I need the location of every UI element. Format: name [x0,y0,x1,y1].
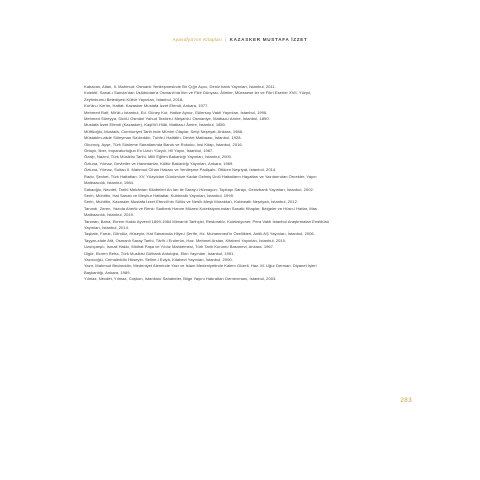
bibliography-entry: Müstakîm-zâde Süleyman Sa'deddin, Tuhfe-i Hattâtîn, Devlet Matbaası, İstanbul, 1928. [84,135,242,141]
bibliography-entry: Öztuna, Yılmaz, Devletler ve Hanedanlar, Kültür Bakanlığı Yayınları, Ankara, 1969. [84,160,234,166]
bibliography-entry: Tanındı, Zeren, Yazıda Aherik ve Renk: Sadberk Hanım Müzesi Koleksiyonundan Sanatlı Kitaplar, Belgeler ve Hüsn-i Hatlar, Mas [84,205,317,211]
bibliography-entry: Yazıcıoğlu, Cemaleddin Hüseyin, Seline-i Evlyâ, Kitabevi Yayınları, İstanbul, 2000. [84,256,233,262]
bibliography-entry: Okurnuş, Ayşe, Türk Süsleme Sanatlarında Barok ve Rokoko, İnsi Kitap, İstanbul, 2016. [84,141,243,147]
bibliography-entry: Matbaacılık, İstanbul, 1984. [84,180,135,186]
bibliography-entry: Kolektif, Sanat-ı Samân'dan Üslûbûdan'a Osmanlı'da İlim ve Fikir Dünyası, Âlimler, Müessese ler ve Fikrî Eserler XVII. Yüzyıl, [84,90,312,96]
running-header [0,37,480,42]
bibliography-entry: Öztuna, Yılmaz, Sultan II. Mahmud Cihan Hakanı ve Yenileşme Padişahı, Ötüken Neşriyat, İstanbul, 2014. [84,167,277,173]
header-book-title: Ayasofya'nın Kitapları [172,37,223,42]
bibliography-entry: Uzunçarşılı, İsmail Hakkı, Midhat Paşa ve Yıldız Mahkemesi, Türk Tarih Kurumu Basımevi, Ankara, 1967. [84,244,275,250]
bibliography-entry: Özalp, Nazmi, Türk Mûsikîsi Tarihi, Millî Eğitim Bakanlığı Yayınları, İstanbul, 2000. [84,154,233,160]
bibliography-entry: Mehmed Raif, Mir'ât-ı İstanbul, Ed. Güney Kut, Hatice Aynur, Gülersoy Vakfı Yayınları, İstanbul, 1996. [84,109,268,115]
bibliography-entry: Tayyar-zâde Atâ, Osmanlı Saray Tarihi, Târîh-i Enderûn, Haz. Mehmet Arslan, Kitabevi Yayınları, İstanbul, 2010. [84,237,287,243]
bibliography-entry: Kur'ân-ı Kerîm, Hattat: Kazasker Mustafa İzzet Efendi, Ankara, 1977. [84,103,209,109]
header-chapter-title: KAZASKER MUSTAFA İZZET [229,37,308,42]
bibliography-entry: Başkanlığı, Ankara, 1989. [84,269,131,275]
bibliography-entry: Yayınları, İstanbul, 2014. [84,224,129,230]
bibliography-entry: Serin, Muhittin, Hat Sanatı ve Meşhur Hattatlar, Kubbealtı Yayınları, İstanbul, 1999. [84,192,235,198]
bibliography-entry: Kabacalı, Altan, II. Mahmud: Osmanlı Yenileşmesinde Bir Çığır Açıcı, Deniz bank Yayınları, İstanbul, 2011. [84,84,276,89]
bibliography-entry: Mehmed Süreyya, Sicill-i Osmânî Yahud Tezkire-i Meşahir-i Osmaniye, Matbaa-i Amire, İstanbul, 1890. [84,116,270,122]
bibliography-entry: Ülgür, Ekrem Reha, Türk Musikisi Gülbank Antolojisi, Ekin Yayınları, İstanbul, 1991. [84,250,235,256]
bibliography-entry: Matbaacılık, İstanbul, 2019. [84,212,135,218]
bibliography-entry: Sakaoğlu, Necdet, Tarihî Mekânları Kitabeleri An ları ile Saray-ı Hümayun: Topkapı Sarayı, Denizbank Yayınları, İstanbul, 2002. [84,186,314,192]
bibliography-entry: Tanman, Baha, Ekrem Hakkı Ayverdi 1899-1984 Mimarlık Tarihçisi, Restoratör, Koleksiyoner, Pera Vakfı İstanbul Araştırmaları Enstitüsü [84,218,330,224]
bibliography-entry: Serin, Muhittin, Kazasker Mustafa İzzet Efendi'nin Sülüs ve Nesih Meşk Murakka'ı, Kubbealtı Neşriyatı, İstanbul, 2012. [84,199,298,205]
bibliography-list [84,84,400,283]
bibliography-entry: Ortaylı, İlber, İmparatorluğun En Uzun Yüzyılı, Hil Yayın, İstanbul, 1987. [84,148,214,154]
bibliography-entry: Yazır, Mahmud Bedreddin, Medeniyet Aleminde Yazı ve İslam Medeniyetinde Kalem Güzeli, Haz. M. Uğur Derman, Diyanet İşleri [84,263,317,269]
bibliography-entry: Yılmaz, Necdet, Yılmaz, Coşkun, İstanbulu Sahabeler, Bilge Yayını Hatıratları Dernevmanı, İstanbul, 2003. [84,276,277,282]
bibliography-entry: Mustafa İzzet Efendi (Kazasker), Kaşîfü'l-Hilâl, Matbaa-i Âmire, İstanbul, 1850. [84,122,227,128]
bibliography-entry: Müftüoğlu, Mustafa, Cumhuriyet Tarih inde Münîm Olaylar, Selçi Neşriyat, Ankara, 1988. [84,128,244,134]
bibliography-entry: Zeytinburnu Belediyesi Kültür Yayınları, İstanbul, 2018. [84,96,184,102]
page-number: 283 [400,397,412,404]
bibliography-entry: Taşkale, Faruk, Gündüz, Hüseyin, Hat Sanatında Hilye-i Şerîfe, Hz. Muhammed'in Özellikleri, Antik AŞ Yayınları, İstanbul, 2006. [84,231,315,237]
header-separator: | [225,37,227,42]
bibliography-entry: Rado, Şevket, Türk Hattatları: XV. Yüzyıldan Günümüze Kadar Gelmiş Ünlü Hattatların Hayatları ve Yazılarından Örnekler, Yayın [84,173,317,179]
